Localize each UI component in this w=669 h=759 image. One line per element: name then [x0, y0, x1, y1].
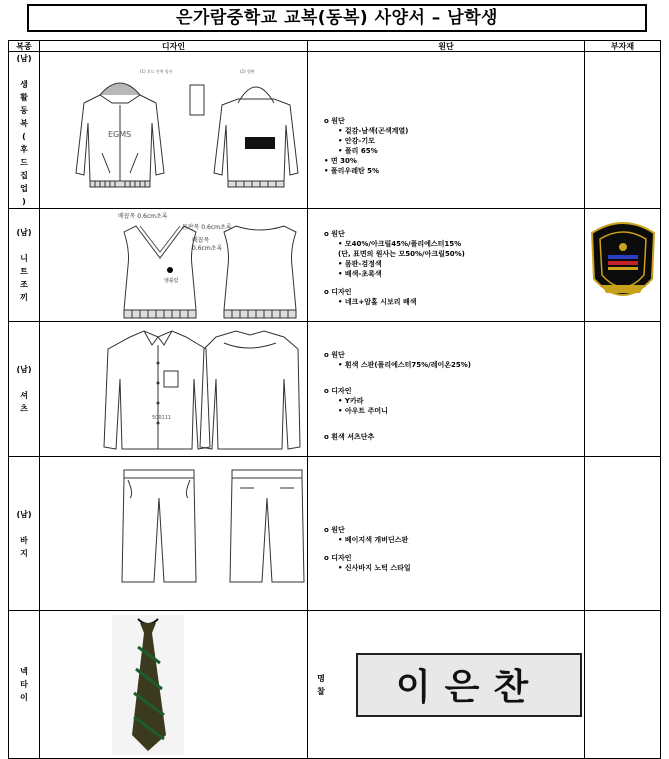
fabric-line: o 디자인: [324, 288, 352, 296]
vest-sketch: [40, 210, 308, 321]
accessory-hoodie: [585, 52, 661, 209]
category-pants: (남) 바 지: [9, 457, 40, 611]
category-tie: 넥 타 이: [9, 611, 40, 759]
accessory-shirt: [585, 322, 661, 457]
school-emblem-icon: [588, 219, 658, 311]
fabric-line: [308, 424, 584, 432]
fabric-line: o 디자인: [324, 553, 352, 562]
spec-table: [8, 40, 661, 759]
fabric-line: o 원단: [324, 230, 345, 238]
header-accessory: 부자재: [585, 41, 661, 52]
fabric-line: • 안감-기모: [338, 137, 375, 145]
row-tie: [9, 611, 661, 759]
design-vest: [40, 209, 308, 322]
name-tag: 이은찬: [356, 653, 582, 717]
fabric-line: [308, 370, 584, 378]
fabric-hoodie: [308, 52, 585, 209]
design-shirt: [40, 322, 308, 457]
fabric-vest: [308, 209, 585, 322]
fabric-shirt: [308, 322, 585, 457]
fabric-list-pants: [308, 525, 584, 573]
fabric-line: • 흰색 스판(폴리에스터75%/레이온25%): [338, 361, 471, 369]
fabric-line: o 원단: [324, 525, 345, 534]
hoodie-back-note: (2) 뒷면: [240, 69, 255, 74]
name-tag-cell: [308, 611, 585, 759]
pants-sketch: [40, 458, 308, 610]
category-vest: (남) 니 트 조 끼: [9, 209, 40, 322]
fabric-line: • 네크+암홀 시보리 배색: [338, 298, 417, 306]
fabric-list-vest: [308, 229, 584, 307]
fabric-line: • 폴리 65%: [338, 147, 378, 155]
fabric-line: o 흰색 셔츠단추: [324, 433, 375, 441]
name-tag-label: 명 찰: [317, 673, 325, 696]
fabric-line: [308, 416, 584, 424]
vest-label-emblem: 엠블럼: [164, 277, 179, 284]
fabric-line: • 배색-초록색: [338, 270, 382, 278]
header-row: [9, 41, 661, 52]
fabric-line: [308, 279, 584, 287]
accessory-tie: [585, 611, 661, 759]
fabric-list-hoodie: [308, 116, 584, 176]
fabric-line: • Y카라: [338, 397, 364, 405]
design-hoodie: [40, 52, 308, 209]
row-pants: [9, 457, 661, 611]
fabric-line: • 베이지색 개버딘스판: [338, 535, 409, 544]
fabric-line: [308, 545, 584, 553]
page-title: 은가람중학교 교복(동복) 사양서 – 남학생: [27, 4, 647, 32]
shirt-code: 500111: [152, 414, 172, 421]
fabric-line: • 폴리우레탄 5%: [324, 167, 380, 175]
fabric-line: (단, 표면의 원사는 모50%/아크릴50%): [338, 250, 465, 258]
fabric-line: • 겉감-남색(곤색계열): [338, 127, 409, 135]
hoodie-logo-text: EGMS: [108, 130, 132, 139]
category-shirt: (남) 셔 츠: [9, 322, 40, 457]
row-shirt: [9, 322, 661, 457]
fabric-line: o 원단: [324, 117, 345, 125]
row-hoodie: [9, 52, 661, 209]
fabric-line: • 면 30%: [324, 157, 357, 165]
header-fabric: 원단: [308, 41, 585, 52]
accessory-pants: [585, 457, 661, 611]
fabric-line: o 원단: [324, 351, 345, 359]
accessory-vest: [585, 209, 661, 322]
fabric-line: o 디자인: [324, 387, 352, 395]
vest-label-right3: 0.6cm초록: [192, 244, 223, 252]
fabric-line: • 신사바지 노턱 스타일: [338, 563, 411, 572]
fabric-line: [308, 378, 584, 386]
row-vest: [9, 209, 661, 322]
vest-label-top: 배꼽목 0.6cm초록: [118, 212, 168, 220]
header-design: 디자인: [40, 41, 308, 52]
hoodie-front-note: (1) 후드 안쪽 망사: [140, 69, 173, 74]
fabric-line: • 모40%/아크릴45%/폴리에스터15%: [338, 240, 462, 248]
category-hoodie: (남) 생 활 동 복 ( 후 드 집 업 ): [9, 52, 40, 209]
shirt-sketch: [40, 323, 308, 456]
necktie-icon: [118, 617, 178, 753]
fabric-list-shirt: [308, 350, 584, 442]
fabric-line: • 몸판-검정색: [338, 260, 382, 268]
design-tie: [40, 611, 308, 759]
vest-label-right1: 몸판목 0.6cm초록: [182, 223, 232, 231]
header-item: 복종: [9, 41, 40, 52]
vest-label-right2: 배꼽목: [192, 236, 210, 244]
hoodie-sketch: [40, 63, 308, 197]
fabric-pants: [308, 457, 585, 611]
fabric-line: • 아우트 주머니: [338, 407, 388, 415]
design-pants: [40, 457, 308, 611]
